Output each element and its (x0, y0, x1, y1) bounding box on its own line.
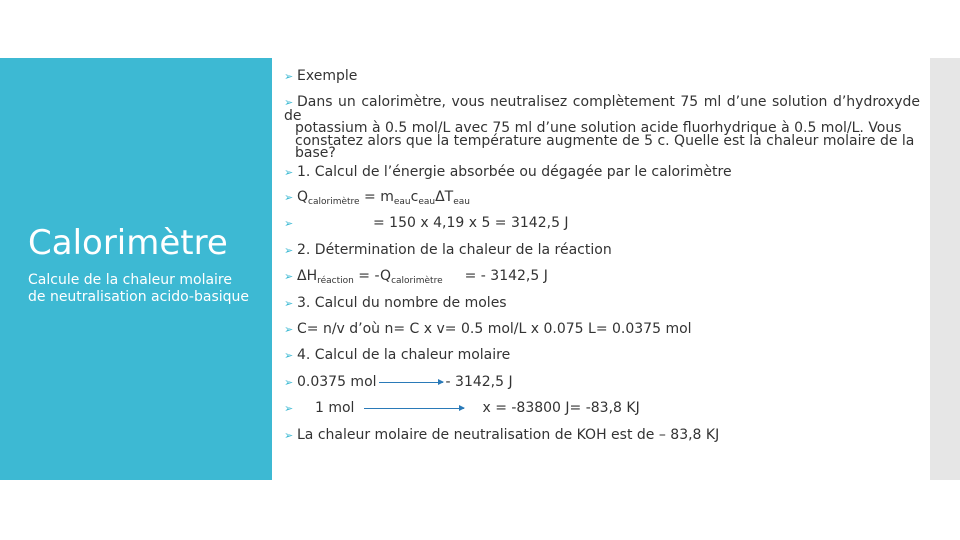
arrow-bullet-icon: ➢ (284, 323, 294, 336)
slide-content (284, 0, 924, 540)
arrow-right-icon (379, 382, 443, 383)
bullet-conclusion: ➢ La chaleur molaire de neutralisation de KOH est de – 83,8 KJ (284, 427, 720, 443)
bullet-exemple: ➢ Exemple (284, 68, 358, 84)
bullet-step-3: ➢ 3. Calcul du nombre de moles (284, 295, 507, 311)
bullet-moles: ➢ C= n/v d’où n= C x v= 0.5 mol/L x 0.075 L= 0.0375 mol (284, 321, 692, 337)
arrow-bullet-icon: ➢ (284, 349, 294, 362)
slide-subtitle: Calcule de la chaleur molaire de neutralisation acido-basique (28, 272, 250, 305)
arrow-bullet-icon: ➢ (284, 244, 294, 257)
side-strip (930, 58, 960, 480)
arrow-bullet-icon: ➢ (284, 166, 294, 179)
arrow-bullet-icon: ➢ (284, 270, 294, 283)
arrow-bullet-icon: ➢ (284, 376, 294, 389)
arrow-right-icon (364, 408, 464, 409)
slide-title: Calorimètre (28, 223, 228, 263)
arrow-bullet-icon: ➢ (284, 297, 294, 310)
arrow-bullet-icon: ➢ (284, 217, 294, 230)
bullet-step-1: ➢ 1. Calcul de l’énergie absorbée ou dégagée par le calorimètre (284, 164, 732, 180)
title-panel (0, 58, 272, 480)
bullet-q-formula: ➢ $Q_{calorimètre} = m_{eau}c_{eau}\Delta T_{eau}$ (284, 189, 470, 207)
bullet-proportion-1: ➢ 0.0375 mol - 3142,5 J (284, 374, 513, 390)
bullet-q-value: ➢ = 150 x 4,19 x 5 = 3142,5 J (284, 215, 569, 231)
bullet-step-4: ➢ 4. Calcul de la chaleur molaire (284, 347, 511, 363)
arrow-bullet-icon: ➢ (284, 402, 294, 415)
bullet-proportion-2: ➢ 1 mol x = -83800 J= -83,8 KJ (284, 400, 640, 416)
arrow-bullet-icon: ➢ (284, 96, 294, 109)
bullet-problem-statement: ➢ Dans un calorimètre, vous neutralisez complètement 75 ml d’une solution d’hydroxyde de potassium à 0.5 mol/L avec 75 ml d’une solution acide fluorhydrique à 0.5 mol/L. Vous constatez alors que la température augmente de 5 c. Quelle est la chaleur molaire de la base? (284, 94, 920, 161)
arrow-bullet-icon: ➢ (284, 191, 294, 204)
bullet-delta-h: ➢ $\Delta H_{réaction} = -Q_{calorimètre}$ = - 3142,5 J (284, 268, 548, 286)
arrow-bullet-icon: ➢ (284, 429, 294, 442)
bullet-step-2: ➢ 2. Détermination de la chaleur de la réaction (284, 242, 612, 258)
arrow-bullet-icon: ➢ (284, 70, 294, 83)
